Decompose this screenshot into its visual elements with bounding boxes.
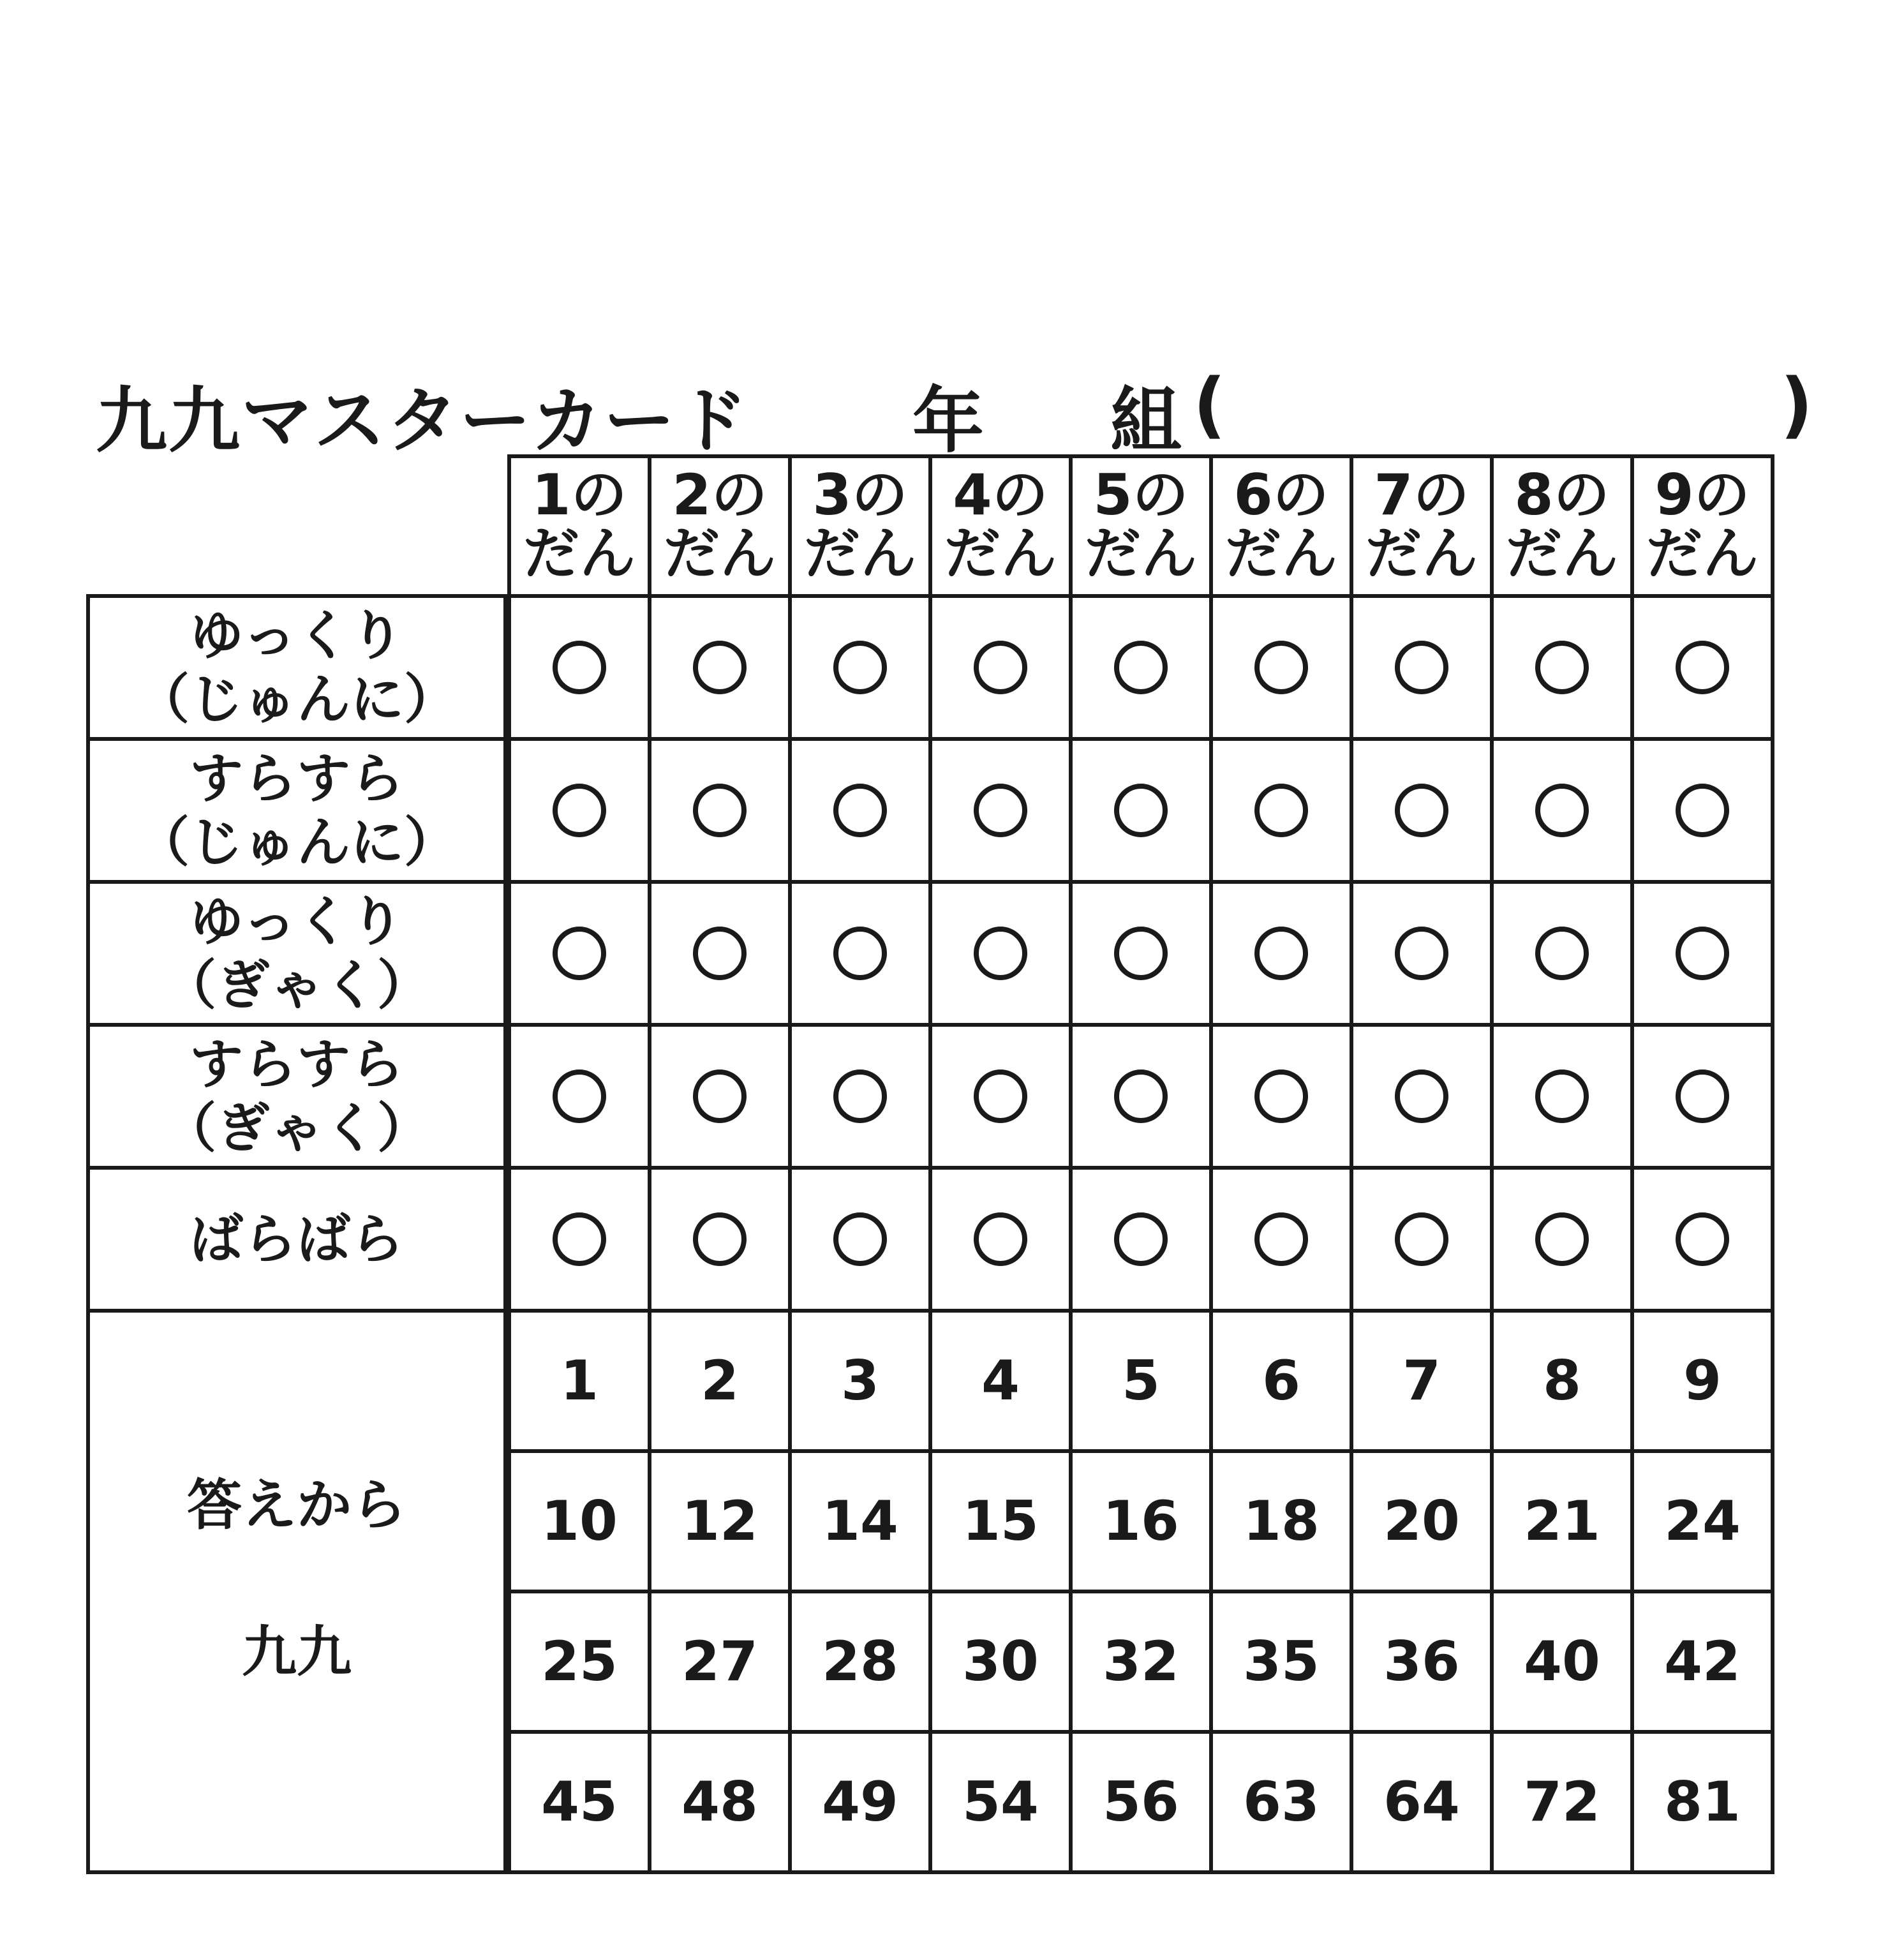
circle-mark-icon[interactable]	[1535, 927, 1589, 980]
column-header-6	[1209, 454, 1353, 598]
answer-number: 20	[1350, 1449, 1494, 1593]
row-label-line1: すらすら	[189, 1033, 404, 1096]
circle-mark-icon[interactable]	[974, 641, 1027, 694]
column-header-bottom: だん	[803, 521, 916, 586]
class-label: 組	[1110, 380, 1182, 463]
circle-mark-icon[interactable]	[833, 1069, 887, 1123]
circle-mark-icon[interactable]	[974, 1069, 1027, 1123]
circle-mark-icon[interactable]	[833, 641, 887, 694]
column-header-bottom: だん	[523, 521, 636, 586]
circle-mark-icon[interactable]	[693, 1212, 747, 1266]
column-header-top: 3の	[812, 462, 908, 528]
column-header-top: 5の	[1093, 462, 1189, 528]
answer-number: 2	[648, 1309, 792, 1453]
circle-mark-icon[interactable]	[1395, 641, 1448, 694]
column-header-7	[1350, 454, 1494, 598]
answer-number: 56	[1069, 1730, 1213, 1874]
answer-number: 25	[507, 1590, 651, 1734]
circle-mark-icon[interactable]	[1395, 1212, 1448, 1266]
answer-number: 21	[1490, 1449, 1634, 1593]
answer-number: 36	[1350, 1590, 1494, 1734]
circle-mark-icon[interactable]	[693, 927, 747, 980]
answer-section-label	[86, 1309, 507, 1874]
answer-label-line2: 九九	[242, 1620, 352, 1684]
answer-number: 9	[1630, 1309, 1774, 1453]
answer-number: 3	[788, 1309, 932, 1453]
column-header-4	[928, 454, 1073, 598]
answer-number: 48	[648, 1730, 792, 1874]
answer-number: 15	[928, 1449, 1073, 1593]
column-header-bottom: だん	[1505, 521, 1618, 586]
column-header-top: 4の	[953, 462, 1048, 528]
answer-number: 1	[507, 1309, 651, 1453]
circle-mark-icon[interactable]	[1114, 1212, 1168, 1266]
column-header-5	[1069, 454, 1213, 598]
answer-number: 5	[1069, 1309, 1213, 1453]
answer-number: 12	[648, 1449, 792, 1593]
column-header-top: 9の	[1655, 462, 1750, 528]
circle-mark-icon[interactable]	[1254, 1212, 1308, 1266]
answer-number: 6	[1209, 1309, 1353, 1453]
circle-mark-icon[interactable]	[553, 784, 606, 837]
circle-mark-icon[interactable]	[1535, 1069, 1589, 1123]
circle-mark-icon[interactable]	[693, 784, 747, 837]
answer-number: 28	[788, 1590, 932, 1734]
column-header-top: 2の	[672, 462, 768, 528]
answer-number: 32	[1069, 1590, 1213, 1734]
answer-number: 81	[1630, 1730, 1774, 1874]
circle-mark-icon[interactable]	[1254, 1069, 1308, 1123]
row-label-line2: （じゅんに）	[135, 668, 457, 731]
answer-number: 16	[1069, 1449, 1213, 1593]
row-label-line1: すらすら	[189, 747, 404, 810]
title-row	[96, 364, 1818, 463]
year-label: 年	[912, 380, 984, 463]
answer-number: 27	[648, 1590, 792, 1734]
row-label-line2: （ぎゃく）	[162, 1097, 431, 1159]
row-label-2	[86, 737, 507, 884]
circle-mark-icon[interactable]	[1676, 641, 1729, 694]
circle-mark-icon[interactable]	[1535, 784, 1589, 837]
answer-number: 10	[507, 1449, 651, 1593]
column-header-1	[507, 454, 651, 598]
circle-mark-icon[interactable]	[1395, 1069, 1448, 1123]
row-label-line2: （じゅんに）	[135, 811, 457, 874]
circle-mark-icon[interactable]	[1676, 1069, 1729, 1123]
column-header-bottom: だん	[1084, 521, 1197, 586]
circle-mark-icon[interactable]	[1676, 1212, 1729, 1266]
circle-mark-icon[interactable]	[1254, 641, 1308, 694]
circle-mark-icon[interactable]	[1535, 641, 1589, 694]
answer-number: 4	[928, 1309, 1073, 1453]
row-label-1	[86, 594, 507, 741]
answer-number: 45	[507, 1730, 651, 1874]
column-header-3	[788, 454, 932, 598]
answer-number: 49	[788, 1730, 932, 1874]
circle-mark-icon[interactable]	[553, 641, 606, 694]
answer-number: 8	[1490, 1309, 1634, 1453]
answer-number: 72	[1490, 1730, 1634, 1874]
column-header-top: 8の	[1514, 462, 1610, 528]
circle-mark-icon[interactable]	[1114, 927, 1168, 980]
answer-number: 40	[1490, 1590, 1634, 1734]
circle-mark-icon[interactable]	[693, 641, 747, 694]
circle-mark-icon[interactable]	[1395, 927, 1448, 980]
circle-mark-icon[interactable]	[553, 1212, 606, 1266]
circle-mark-icon[interactable]	[833, 927, 887, 980]
circle-mark-icon[interactable]	[833, 784, 887, 837]
answer-number: 64	[1350, 1730, 1494, 1874]
circle-mark-icon[interactable]	[833, 1212, 887, 1266]
circle-mark-icon[interactable]	[553, 927, 606, 980]
circle-mark-icon[interactable]	[1676, 927, 1729, 980]
column-header-8	[1490, 454, 1634, 598]
column-header-top: 6の	[1233, 462, 1329, 528]
circle-mark-icon[interactable]	[1114, 641, 1168, 694]
column-header-bottom: だん	[944, 521, 1057, 586]
answer-number: 18	[1209, 1449, 1353, 1593]
circle-mark-icon[interactable]	[974, 927, 1027, 980]
answer-number: 30	[928, 1590, 1073, 1734]
circle-mark-icon[interactable]	[1676, 784, 1729, 837]
circle-mark-icon[interactable]	[974, 1212, 1027, 1266]
row-label-line1: ゆっくり	[190, 604, 404, 667]
row-label-5	[86, 1166, 507, 1313]
circle-mark-icon[interactable]	[553, 1069, 606, 1123]
circle-mark-icon[interactable]	[693, 1069, 747, 1123]
name-field[interactable]	[1231, 376, 1806, 440]
column-header-9	[1630, 454, 1774, 598]
name-close-paren: )	[1780, 364, 1813, 447]
column-header-bottom: だん	[1365, 521, 1478, 586]
answer-number: 35	[1209, 1590, 1353, 1734]
column-header-top: 1の	[532, 462, 627, 528]
circle-mark-icon[interactable]	[1254, 927, 1308, 980]
row-label-line1: ゆっくり	[190, 890, 404, 953]
circle-mark-icon[interactable]	[1395, 784, 1448, 837]
column-header-bottom: だん	[663, 521, 776, 586]
row-label-4	[86, 1023, 507, 1170]
answer-number: 63	[1209, 1730, 1353, 1874]
name-open-paren: (	[1193, 364, 1226, 447]
circle-mark-icon[interactable]	[1114, 1069, 1168, 1123]
answer-number: 7	[1350, 1309, 1494, 1453]
circle-mark-icon[interactable]	[1254, 784, 1308, 837]
column-header-top: 7の	[1374, 462, 1469, 528]
answer-label-line1: 答えから	[187, 1473, 406, 1537]
circle-mark-icon[interactable]	[1535, 1212, 1589, 1266]
column-header-bottom: だん	[1646, 521, 1759, 586]
card-title: 九九マスターカード	[96, 380, 749, 463]
circle-mark-icon[interactable]	[1114, 784, 1168, 837]
column-header-2	[648, 454, 792, 598]
answer-number: 24	[1630, 1449, 1774, 1593]
row-label-3	[86, 880, 507, 1027]
column-header-bottom: だん	[1224, 521, 1337, 586]
answer-number: 14	[788, 1449, 932, 1593]
answer-number: 54	[928, 1730, 1073, 1874]
circle-mark-icon[interactable]	[974, 784, 1027, 837]
answer-number: 42	[1630, 1590, 1774, 1734]
row-label-line1: ばらばら	[189, 1208, 404, 1271]
row-label-line2: （ぎゃく）	[162, 954, 431, 1017]
